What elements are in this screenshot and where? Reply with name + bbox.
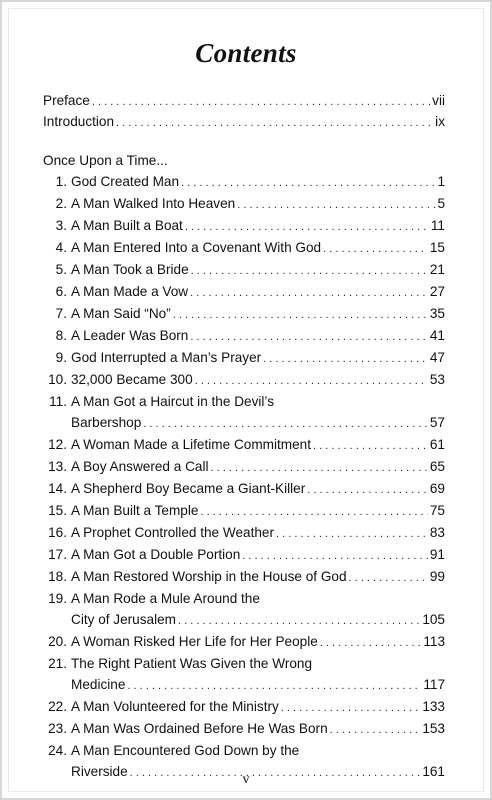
toc-entry <box>43 259 445 281</box>
dot-leader <box>143 412 428 435</box>
dot-leader <box>195 369 428 392</box>
toc-entry-page: 1 <box>437 174 445 189</box>
dot-leader <box>127 674 421 697</box>
toc-entry-title-continued: City of Jerusalem <box>71 612 177 627</box>
chapter-number: 15. <box>48 503 67 518</box>
toc-entry-title: A Woman Risked Her Life for Her People <box>71 634 318 649</box>
toc-entry <box>43 391 445 434</box>
chapter-number: 5. <box>55 262 67 277</box>
chapter-number: 23. <box>48 721 67 736</box>
toc-entry <box>43 696 445 718</box>
toc-entry <box>43 347 445 369</box>
chapter-number: 1. <box>55 174 67 189</box>
chapter-number: 16. <box>48 525 67 540</box>
toc-entry-page: 65 <box>429 459 445 474</box>
toc-entry-preface <box>43 90 445 111</box>
toc-entry-title: The Right Patient Was Given the Wrong <box>71 656 313 671</box>
toc-entry <box>43 456 445 478</box>
toc-entry-title-continued: Barbershop <box>71 415 142 430</box>
chapter-number: 21. <box>48 656 67 671</box>
toc-entry <box>43 500 445 522</box>
toc-entry-title-continued: Riverside <box>71 764 128 779</box>
toc-entry-title: A Man Encountered God Down by the <box>71 743 300 758</box>
toc-entry-title: A Leader Was Born <box>71 328 189 343</box>
dot-leader <box>92 90 430 113</box>
dot-leader <box>323 237 428 260</box>
toc-entry-title: A Man Built a Temple <box>71 503 199 518</box>
chapter-number: 18. <box>48 569 67 584</box>
toc-entry-page: ix <box>435 114 445 129</box>
table-of-contents <box>43 90 445 783</box>
toc-entry-page: 133 <box>422 699 445 714</box>
chapter-list <box>43 171 445 783</box>
chapter-number: 24. <box>48 743 67 758</box>
toc-entry-title: A Boy Answered a Call <box>71 459 209 474</box>
chapter-number: 6. <box>55 284 67 299</box>
toc-entry-title-continued: Medicine <box>71 677 126 692</box>
toc-entry-page: 47 <box>429 350 445 365</box>
chapter-number: 19. <box>48 591 67 606</box>
toc-entry-title: A Man Got a Double Portion <box>71 547 241 562</box>
chapter-number: 7. <box>55 306 67 321</box>
toc-entry-title: A Woman Made a Lifetime Commitment <box>71 437 311 452</box>
chapter-number: 11. <box>49 394 67 409</box>
dot-leader <box>320 631 422 654</box>
chapter-number: 20. <box>48 634 67 649</box>
toc-entry-page: 75 <box>429 503 445 518</box>
toc-entry-page: 21 <box>429 262 445 277</box>
toc-entry <box>43 631 445 653</box>
front-matter-list <box>43 90 445 132</box>
toc-entry-title: A Man Took a Bride <box>71 262 189 277</box>
toc-entry-page: 35 <box>429 306 445 321</box>
toc-entry-title: A Man Volunteered for the Ministry <box>71 699 279 714</box>
toc-entry-title: A Man Walked Into Heaven <box>71 196 236 211</box>
chapter-number: 9. <box>55 350 67 365</box>
toc-entry <box>43 478 445 500</box>
chapter-number: 8. <box>55 328 67 343</box>
toc-entry-introduction <box>43 111 445 132</box>
toc-entry-title: God Interrupted a Man’s Prayer <box>71 350 262 365</box>
dot-leader <box>173 303 428 326</box>
toc-entry <box>43 281 445 303</box>
page-title: Contents <box>195 38 297 68</box>
toc-entry <box>43 171 445 193</box>
dot-leader <box>211 456 428 479</box>
toc-entry-title: A Shepherd Boy Became a Giant-Killer <box>71 481 306 496</box>
dot-leader <box>349 566 428 589</box>
toc-entry <box>43 325 445 347</box>
toc-entry-page: 27 <box>429 284 445 299</box>
toc-entry-title: A Man Said “No” <box>71 306 171 321</box>
dot-leader <box>116 111 433 134</box>
toc-entry-page: 57 <box>429 415 445 430</box>
toc-entry-title: God Created Man <box>71 174 180 189</box>
dot-leader <box>307 478 428 501</box>
toc-entry <box>43 566 445 588</box>
chapter-number: 2. <box>55 196 67 211</box>
toc-entry-title: A Man Entered Into a Covenant With God <box>71 240 322 255</box>
toc-entry-page: 61 <box>429 437 445 452</box>
toc-entry-title: Introduction <box>43 114 115 129</box>
chapter-number: 17. <box>48 547 67 562</box>
dot-leader <box>281 696 421 719</box>
toc-entry <box>43 215 445 237</box>
toc-entry-title: 32,000 Became 300 <box>71 372 193 387</box>
chapter-number: 3. <box>55 218 67 233</box>
toc-entry-title: A Man Rode a Mule Around the <box>71 591 260 606</box>
toc-entry-page: 5 <box>437 196 445 211</box>
section-heading: Once Upon a Time... <box>43 153 168 168</box>
dot-leader <box>242 544 428 567</box>
chapter-number: 12. <box>48 437 67 452</box>
toc-entry <box>43 588 445 631</box>
page-number: v <box>242 772 250 787</box>
dot-leader <box>185 215 429 238</box>
toc-entry <box>43 522 445 544</box>
chapter-number: 4. <box>55 240 67 255</box>
toc-entry-page: 99 <box>429 569 445 584</box>
toc-entry-page: 15 <box>429 240 445 255</box>
chapter-number: 13. <box>48 459 67 474</box>
dot-leader <box>237 193 435 216</box>
toc-entry <box>43 303 445 325</box>
toc-entry-page: 69 <box>429 481 445 496</box>
toc-entry <box>43 653 445 696</box>
toc-entry <box>43 193 445 215</box>
toc-entry-page: 91 <box>429 547 445 562</box>
toc-entry-title: A Man Made a Vow <box>71 284 189 299</box>
toc-entry-page: 153 <box>422 721 445 736</box>
toc-entry-title: A Prophet Controlled the Weather <box>71 525 275 540</box>
toc-entry-page: 117 <box>423 677 445 692</box>
toc-entry-title: A Man Got a Haircut in the Devil’s <box>71 394 274 409</box>
toc-entry-page: 105 <box>422 612 445 627</box>
toc-entry <box>43 544 445 566</box>
dot-leader <box>178 609 420 632</box>
toc-entry-page: vii <box>432 93 445 108</box>
dot-leader <box>330 718 421 741</box>
dot-leader <box>181 171 435 194</box>
toc-entry-page: 53 <box>429 372 445 387</box>
toc-entry-page: 83 <box>429 525 445 540</box>
toc-entry-title: Preface <box>43 93 90 108</box>
toc-entry-page: 41 <box>429 328 445 343</box>
toc-entry-title: A Man Restored Worship in the House of God <box>71 569 347 584</box>
dot-leader <box>263 347 428 370</box>
chapter-number: 10. <box>48 372 67 387</box>
dot-leader <box>313 434 428 457</box>
toc-entry-page: 113 <box>423 634 445 649</box>
toc-entry <box>43 369 445 391</box>
chapter-number: 22. <box>48 699 67 714</box>
dot-leader <box>190 325 428 348</box>
toc-entry-title: A Man Was Ordained Before He Was Born <box>71 721 328 736</box>
toc-entry-page: 161 <box>422 764 445 779</box>
dot-leader <box>191 259 428 282</box>
chapter-number: 14. <box>48 481 67 496</box>
dot-leader <box>190 281 428 304</box>
toc-entry-page: 11 <box>430 218 445 233</box>
dot-leader <box>200 500 427 523</box>
toc-entry <box>43 718 445 740</box>
dot-leader <box>276 522 428 545</box>
toc-entry <box>43 237 445 259</box>
toc-entry <box>43 434 445 456</box>
toc-entry-title: A Man Built a Boat <box>71 218 183 233</box>
